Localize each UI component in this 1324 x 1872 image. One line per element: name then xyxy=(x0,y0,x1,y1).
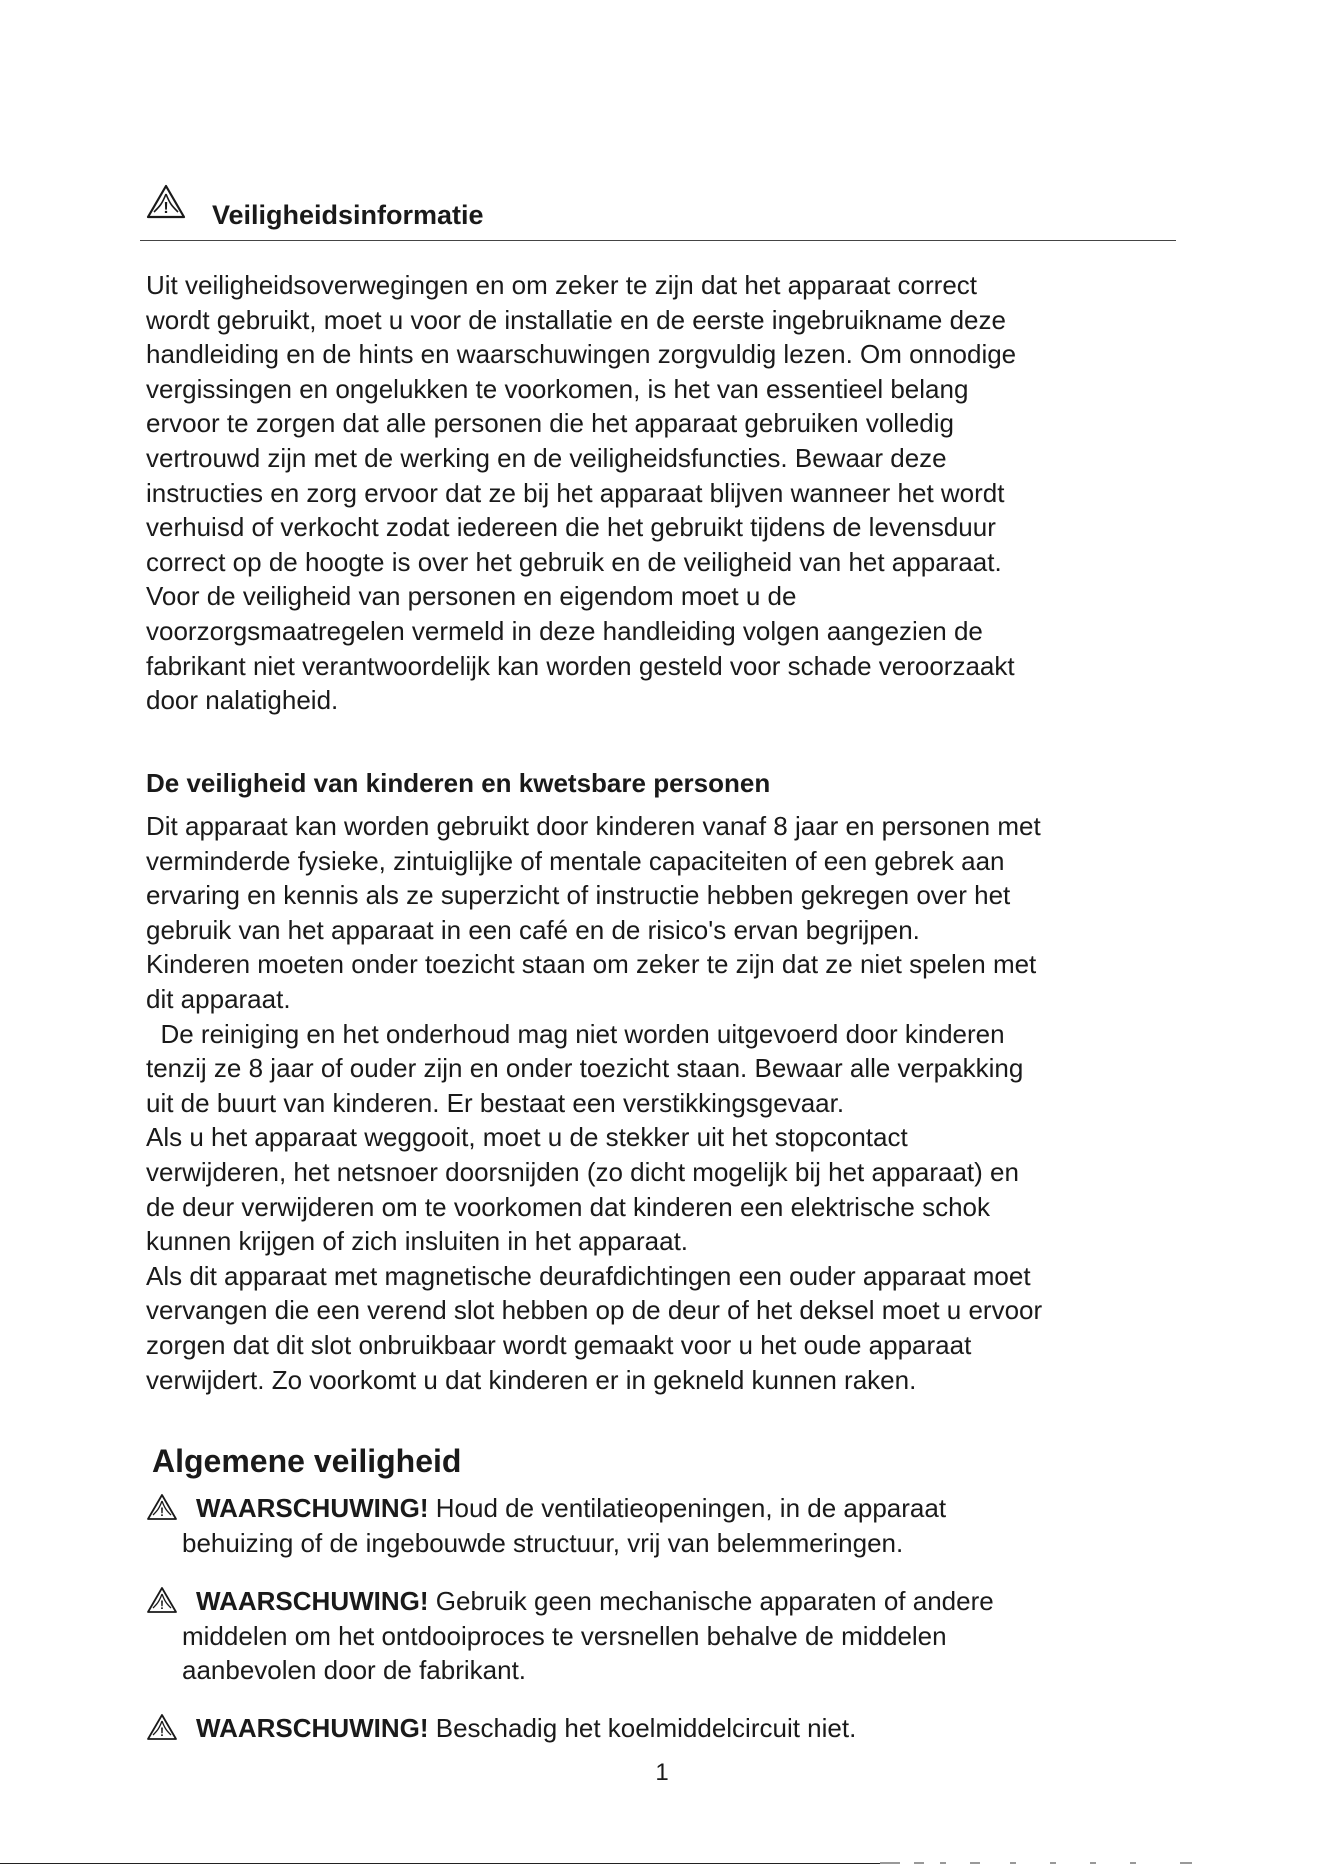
warning-keyword: WAARSCHUWING! xyxy=(196,1586,429,1616)
warning-first-line xyxy=(146,1584,994,1619)
svg-text:!: ! xyxy=(160,1505,164,1519)
text-line: vertrouwd zijn met de werking en de veiligheidsfuncties. Bewaar deze xyxy=(146,442,947,473)
warning-text: Gebruik geen mechanische apparaten of andere xyxy=(428,1586,994,1616)
text-line: dit apparaat. xyxy=(146,983,291,1014)
warning-triangle-icon xyxy=(146,184,186,220)
scan-edge-line xyxy=(0,1863,880,1864)
text-line: de deur verwijderen om te voorkomen dat kinderen een elektrische schok xyxy=(146,1191,991,1222)
text-line: door nalatigheid. xyxy=(146,685,339,716)
warning-keyword: WAARSCHUWING! xyxy=(196,1713,429,1743)
warning-item xyxy=(146,1711,856,1746)
section-title: Veiligheidsinformatie xyxy=(212,200,484,230)
text-line: De reiniging en het onderhoud mag niet worden uitgevoerd door kinderen xyxy=(146,1018,1005,1049)
warning-item xyxy=(146,1491,946,1560)
text-line: vervangen die een verend slot hebben op de deur of het deksel moet u ervoor xyxy=(146,1295,1043,1326)
subsection-body xyxy=(146,809,1042,1397)
svg-text:!: ! xyxy=(163,200,169,217)
warning-triangle-icon xyxy=(146,1493,178,1521)
text-line: voorzorgsmaatregelen vermeld in deze handleiding volgen aangezien de xyxy=(146,615,983,646)
warning-continuation-line: behuizing of de ingebouwde structuur, vrij van belemmeringen. xyxy=(182,1527,904,1558)
scan-edge-marks xyxy=(880,1860,1260,1866)
text-line: Kinderen moeten onder toezicht staan om zeker te zijn dat ze niet spelen met xyxy=(146,949,1037,980)
text-line: verwijdert. Zo voorkomt u dat kinderen er in gekneld kunnen raken. xyxy=(146,1364,917,1395)
general-safety-title: Algemene veiligheid xyxy=(152,1443,462,1479)
text-line: gebruik van het apparaat in een café en de risico's ervan begrijpen. xyxy=(146,914,920,945)
subsection-title: De veiligheid van kinderen en kwetsbare personen xyxy=(146,768,771,798)
warning-keyword: WAARSCHUWING! xyxy=(196,1493,429,1523)
text-line: instructies en zorg ervoor dat ze bij het apparaat blijven wanneer het wordt xyxy=(146,477,1005,508)
warning-first-line xyxy=(146,1711,856,1746)
warning-item xyxy=(146,1584,994,1688)
text-line: correct op de hoogte is over het gebruik en de veiligheid van het apparaat. xyxy=(146,546,1002,577)
text-line: verwijderen, het netsnoer doorsnijden (zo dicht mogelijk bij het apparaat) en xyxy=(146,1156,1019,1187)
section-header xyxy=(140,180,1176,241)
text-line: tenzij ze 8 jaar of ouder zijn en onder toezicht staan. Bewaar alle verpakking xyxy=(146,1053,1024,1084)
svg-text:!: ! xyxy=(160,1725,164,1739)
text-line: zorgen dat dit slot onbruikbaar wordt gemaakt voor u het oude apparaat xyxy=(146,1329,972,1360)
text-line: uit de buurt van kinderen. Er bestaat een verstikkingsgevaar. xyxy=(146,1087,845,1118)
warning-first-line xyxy=(146,1491,946,1526)
warning-triangle-icon xyxy=(146,1586,178,1614)
page-number: 1 xyxy=(655,1759,669,1786)
text-line: verhuisd of verkocht zodat iedereen die het gebruikt tijdens de levensduur xyxy=(146,512,996,543)
warning-text: Beschadig het koelmiddelcircuit niet. xyxy=(428,1713,857,1743)
section-body xyxy=(146,268,1016,718)
svg-text:!: ! xyxy=(160,1598,164,1612)
text-line: verminderde fysieke, zintuiglijke of mentale capaciteiten of een gebrek aan xyxy=(146,845,1005,876)
warning-continuation-line: aanbevolen door de fabrikant. xyxy=(182,1655,527,1686)
text-line: Als u het apparaat weggooit, moet u de stekker uit het stopcontact xyxy=(146,1122,908,1153)
text-line: Voor de veiligheid van personen en eigendom moet u de xyxy=(146,581,797,612)
warning-continuation-line: middelen om het ontdooiproces te versnellen behalve de middelen xyxy=(182,1620,947,1651)
text-line: kunnen krijgen of zich insluiten in het apparaat. xyxy=(146,1226,689,1257)
text-line: Uit veiligheidsoverwegingen en om zeker te zijn dat het apparaat correct xyxy=(146,270,978,300)
warning-triangle-icon xyxy=(146,1713,178,1741)
text-line: Dit apparaat kan worden gebruikt door kinderen vanaf 8 jaar en personen met xyxy=(146,811,1041,841)
text-line: handleiding en de hints en waarschuwingen zorgvuldig lezen. Om onnodige xyxy=(146,339,1017,370)
text-line: Als dit apparaat met magnetische deurafdichtingen een ouder apparaat moet xyxy=(146,1260,1031,1291)
text-line: ervoor te zorgen dat alle personen die het apparaat gebruiken volledig xyxy=(146,408,954,439)
text-line: vergissingen en ongelukken te voorkomen, is het van essentieel belang xyxy=(146,373,969,404)
text-line: fabrikant niet verantwoordelijk kan worden gesteld voor schade veroorzaakt xyxy=(146,650,1015,681)
text-line: ervaring en kennis als ze superzicht of instructie hebben gekregen over het xyxy=(146,880,1011,911)
text-line: wordt gebruikt, moet u voor de installatie en de eerste ingebruikname deze xyxy=(146,304,1006,335)
warning-text: Houd de ventilatieopeningen, in de apparaat xyxy=(428,1493,947,1523)
